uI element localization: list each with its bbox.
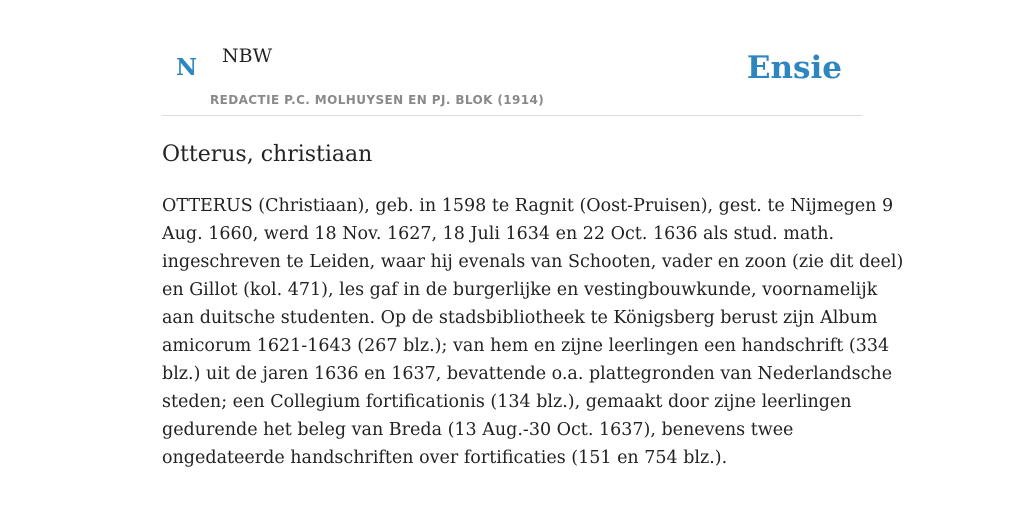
- source-subtitle: REDACTIE P.C. MOLHUYSEN EN PJ. BLOK (1914): [210, 93, 545, 107]
- source-logo[interactable]: N: [176, 54, 198, 81]
- entry-body-line: blz.) uit de jaren 1636 en 1637, bevattende o.a. plattegronden van Nederlandsche: [162, 364, 893, 384]
- entry-body-line: gedurende het beleg van Breda (13 Aug.-30 Oct. 1637), benevens twee: [162, 420, 794, 440]
- entry-body: [162, 192, 904, 472]
- entry-body-line: ongedateerde handschriften over fortificaties (151 en 754 blz.).: [162, 448, 728, 468]
- brand-logo[interactable]: Ensie: [746, 50, 842, 86]
- entry-body-line: steden; een Collegium fortificationis (134 blz.), gemaakt door zijne leerlingen: [162, 392, 852, 412]
- entry-title: Otterus, christiaan: [162, 142, 373, 167]
- entry-body-line: en Gillot (kol. 471), les gaf in de burgerlijke en vestingbouwkunde, voornamelijk: [162, 280, 878, 300]
- page-header: [162, 0, 862, 116]
- entry-body-line: Aug. 1660, werd 18 Nov. 1627, 18 Juli 1634 en 22 Oct. 1636 als stud. math.: [162, 224, 835, 244]
- entry-body-line: OTTERUS (Christiaan), geb. in 1598 te Ragnit (Oost-Pruisen), gest. te Nijmegen 9: [162, 196, 894, 216]
- entry-body-line: amicorum 1621-1643 (267 blz.); van hem en zijne leerlingen een handschrift (334: [162, 336, 890, 356]
- entry-body-line: aan duitsche studenten. Op de stadsbibliotheek te Königsberg berust zijn Album: [162, 308, 878, 328]
- entry-body-line: ingeschreven te Leiden, waar hij evenals van Schooten, vader en zoon (zie dit deel): [162, 252, 904, 272]
- source-title[interactable]: NBW: [222, 45, 273, 67]
